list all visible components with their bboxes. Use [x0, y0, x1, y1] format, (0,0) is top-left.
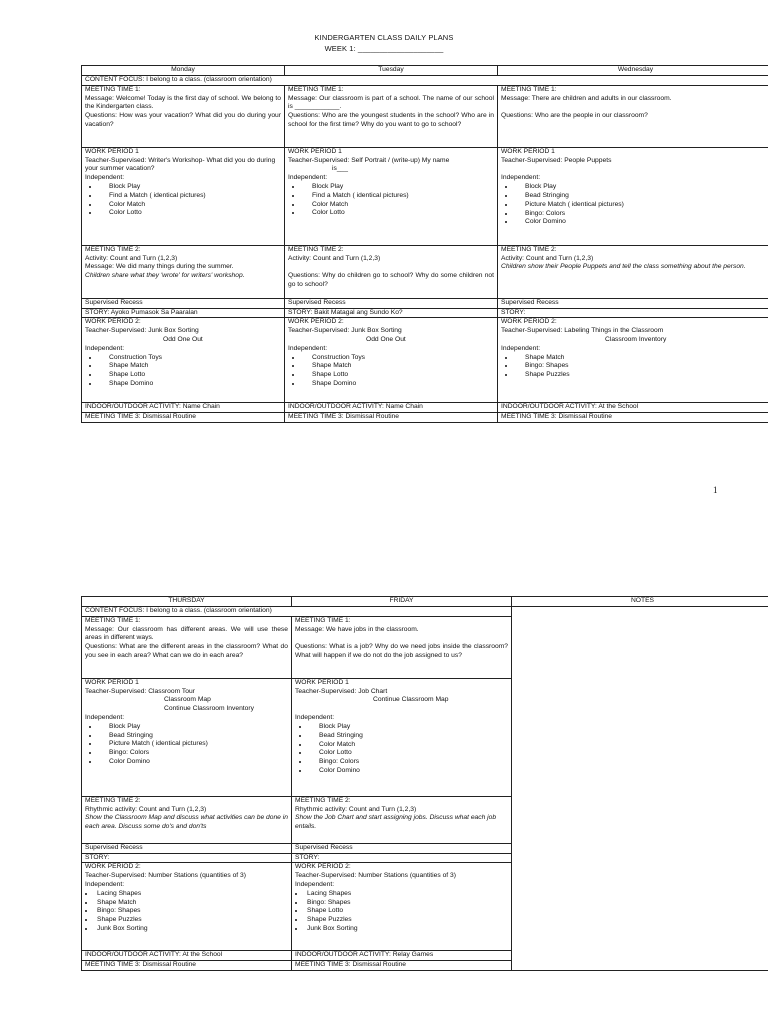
list-item: • Shape Puzzles	[515, 371, 768, 380]
list-item: • Construction Toys	[302, 354, 494, 363]
list-item: • Color Domino	[515, 218, 768, 227]
content-focus: CONTENT FOCUS: I belong to a class. (classroom orientation)	[82, 607, 292, 617]
list-item: • Shape Puzzles	[95, 916, 288, 925]
day-header-monday: Monday	[82, 66, 285, 76]
list-item: • Lacing Shapes	[95, 890, 288, 899]
friday-recess: Supervised Recess	[292, 843, 512, 853]
list-item: • Shape Lotto	[302, 371, 494, 380]
friday-work-period-2: WORK PERIOD 2: Teacher-Supervised: Number Stations (quantities of 3) Independent: • Lacing Shapes • Bingo: Shapes • Shape Lotto • Shape Puzzles • Junk Box Sorting	[292, 863, 512, 951]
list-item: • Bead Stringing	[309, 732, 508, 741]
list-item: • Junk Box Sorting	[95, 925, 288, 934]
list-item: • Find a Match ( identical pictures)	[302, 192, 494, 201]
tuesday-meeting-time-1: MEETING TIME 1: Message: Our classroom is part of a school. The name of our school is ____________. Questions: Who are the youngest students in the school? Who are in school for the first time? Why do you want to go to school?	[285, 85, 498, 147]
list-item: • Block Play	[515, 183, 768, 192]
thursday-indoor-outdoor: INDOOR/OUTDOOR ACTIVITY: At the School	[82, 951, 292, 961]
list-item: • Color Domino	[309, 767, 508, 776]
tuesday-story: STORY: Bakit Matagal ang Sundo Ko?	[285, 308, 498, 318]
tuesday-meeting-time-3: MEETING TIME 3: Dismissal Routine	[285, 413, 498, 423]
document-title: KINDERGARTEN CLASS DAILY PLANS	[314, 33, 454, 42]
wednesday-story: STORY:	[498, 308, 768, 318]
monday-meeting-time-1: MEETING TIME 1: Message: Welcome! Today is the first day of school. We belong to the Kindergarten class. Questions: How was your vacation? What did you do during your vacation?	[82, 85, 285, 147]
tuesday-work-period-2: WORK PERIOD 2: Teacher-Supervised: Junk Box Sorting Odd One Out Independent: • Construction Toys • Shape Match • Shape Lotto • Shape Domino	[285, 318, 498, 403]
list-item: • Bead Stringing	[99, 732, 288, 741]
list-item: • Shape Lotto	[99, 371, 281, 380]
wednesday-work-period-2: WORK PERIOD 2: Teacher-Supervised: Labeling Things in the Classroom Classroom Inventory Independent: • Shape Match • Bingo: Shapes • Shape Puzzles	[498, 318, 768, 403]
work-period-2-row	[82, 318, 768, 403]
list-item: • Bingo: Colors	[309, 758, 508, 767]
friday-meeting-time-3: MEETING TIME 3: Dismissal Routine	[292, 961, 512, 971]
list-item: • Shape Puzzles	[305, 916, 508, 925]
list-item: • Color Match	[99, 201, 281, 210]
list-item: • Picture Match ( identical pictures)	[99, 740, 288, 749]
day-header-friday: FRIDAY	[292, 597, 512, 607]
list-item: • Shape Match	[302, 362, 494, 371]
list-item: • Shape Match	[95, 899, 288, 908]
list-item: • Block Play	[302, 183, 494, 192]
list-item: • Shape Domino	[302, 380, 494, 389]
day-header-tuesday: Tuesday	[285, 66, 498, 76]
list-item: • Shape Lotto	[305, 907, 508, 916]
thursday-work-period-2: WORK PERIOD 2: Teacher-Supervised: Number Stations (quantities of 3) Independent: • Lacing Shapes • Shape Match • Bingo: Shapes • Shape Puzzles • Junk Box Sorting	[82, 863, 292, 951]
wednesday-meeting-time-1: MEETING TIME 1: Message: There are children and adults in our classroom. Questions: Who are the people in our classroom?	[498, 85, 768, 147]
list-item: • Bingo: Shapes	[95, 907, 288, 916]
list-item: • Find a Match ( identical pictures)	[99, 192, 281, 201]
thursday-meeting-time-3: MEETING TIME 3: Dismissal Routine	[82, 961, 292, 971]
day-header-thursday: THURSDAY	[82, 597, 292, 607]
list-item: • Color Match	[309, 741, 508, 750]
friday-work-period-1: WORK PERIOD 1 Teacher-Supervised: Job Chart Continue Classroom Map Independent: • Block Play • Bead Stringing • Color Match • Color Lotto • Bingo: Colors • Color Domino	[292, 678, 512, 796]
tuesday-indoor-outdoor: INDOOR/OUTDOOR ACTIVITY: Name Chain	[285, 403, 498, 413]
monday-work-period-2: WORK PERIOD 2: Teacher-Supervised: Junk Box Sorting Odd One Out Independent: • Construction Toys • Shape Match • Shape Lotto • Shape Domino	[82, 318, 285, 403]
content-focus: CONTENT FOCUS: I belong to a class. (classroom orientation)	[82, 76, 285, 86]
list-item: • Color Lotto	[309, 749, 508, 758]
daily-plan-table-bottom	[81, 596, 768, 971]
list-item: • Color Lotto	[302, 209, 494, 218]
list-item: • Shape Match	[99, 362, 281, 371]
meeting-time-1-row	[82, 85, 768, 147]
thursday-work-period-1: WORK PERIOD 1 Teacher-Supervised: Classroom Tour Classroom Map Continue Classroom Inventory Independent: • Block Play • Bead Stringing • Picture Match ( identical pictures) • Bingo: Colors • Color Domino	[82, 678, 292, 796]
monday-indoor-outdoor: INDOOR/OUTDOOR ACTIVITY: Name Chain	[82, 403, 285, 413]
page-number: 1	[713, 485, 718, 495]
list-item: • Block Play	[99, 723, 288, 732]
list-item: • Color Lotto	[99, 209, 281, 218]
day-header-wednesday: Wednesday	[498, 66, 768, 76]
monday-story: STORY: Ayoko Pumasok Sa Paaralan	[82, 308, 285, 318]
notes-header: NOTES	[512, 597, 768, 607]
daily-plan-table-top	[81, 65, 768, 423]
wednesday-work-period-1: WORK PERIOD 1 Teacher-Supervised: People Puppets Independent: • Block Play • Bead Stringing • Picture Match ( identical pictures) • Bingo: Colors • Color Domino	[498, 147, 768, 245]
list-item: • Junk Box Sorting	[305, 925, 508, 934]
friday-story: STORY:	[292, 853, 512, 863]
list-item: • Bead Stringing	[515, 192, 768, 201]
list-item: • Bingo: Shapes	[305, 899, 508, 908]
tuesday-recess: Supervised Recess	[285, 298, 498, 308]
tuesday-meeting-time-2: MEETING TIME 2: Activity: Count and Turn (1,2,3) Questions: Why do children go to school? Why do some children not go to school?	[285, 245, 498, 298]
wednesday-meeting-time-3: MEETING TIME 3: Dismissal Routine	[498, 413, 768, 423]
list-item: • Bingo: Shapes	[515, 362, 768, 371]
list-item: • Construction Toys	[99, 354, 281, 363]
list-item: • Lacing Shapes	[305, 890, 508, 899]
friday-meeting-time-2: MEETING TIME 2: Rhythmic activity: Count and Turn (1,2,3) Show the Job Chart and start assigning jobs. Discuss what each job entails.	[292, 796, 512, 843]
list-item: • Color Match	[302, 201, 494, 210]
monday-work-period-1: WORK PERIOD 1 Teacher-Supervised: Writer's Workshop- What did you do during your summer vacation? Independent: • Block Play • Find a Match ( identical pictures) • Color Match • Color Lotto	[82, 147, 285, 245]
monday-meeting-time-2: MEETING TIME 2: Activity: Count and Turn (1,2,3) Message: We did many things during the summer. Children share what they 'wrote' for writers' workshop.	[82, 245, 285, 298]
list-item: • Picture Match ( identical pictures)	[515, 201, 768, 210]
list-item: • Bingo: Colors	[99, 749, 288, 758]
friday-meeting-time-1: MEETING TIME 1: Message: We have jobs in the classroom. Questions: What is a job? Why do we need jobs inside the classroom? What will happen if we do not do the job assigned to us?	[292, 616, 512, 678]
wednesday-meeting-time-2: MEETING TIME 2: Activity: Count and Turn (1,2,3) Children show their People Puppets and tell the class something about the person.	[498, 245, 768, 298]
list-item: • Block Play	[309, 723, 508, 732]
monday-meeting-time-3: MEETING TIME 3: Dismissal Routine	[82, 413, 285, 423]
list-item: • Bingo: Colors	[515, 210, 768, 219]
notes-cell	[512, 607, 768, 971]
list-item: • Block Play	[99, 183, 281, 192]
thursday-meeting-time-2: MEETING TIME 2: Rhythmic activity: Count and Turn (1,2,3) Show the Classroom Map and discuss what activities can be done in each area. Discuss some do's and don'ts	[82, 796, 292, 843]
list-item: • Shape Match	[515, 354, 768, 363]
list-item: • Shape Domino	[99, 380, 281, 389]
friday-indoor-outdoor: INDOOR/OUTDOOR ACTIVITY: Relay Games	[292, 951, 512, 961]
meeting-time-2-row	[82, 245, 768, 298]
tuesday-work-period-1: WORK PERIOD 1 Teacher-Supervised: Self Portrait / (write-up) My name is___ Independent: • Block Play • Find a Match ( identical pictures) • Color Match • Color Lotto	[285, 147, 498, 245]
monday-recess: Supervised Recess	[82, 298, 285, 308]
thursday-meeting-time-1: MEETING TIME 1: Message: Our classroom has different areas. We will use these areas in different ways. Questions: What are the different areas in the classroom? What do you see in each area? What can we do in each area?	[82, 616, 292, 678]
list-item: • Color Domino	[99, 758, 288, 767]
thursday-story: STORY:	[82, 853, 292, 863]
wednesday-recess: Supervised Recess	[498, 298, 768, 308]
week-label: WEEK 1: ____________________	[324, 44, 444, 53]
work-period-1-row	[82, 147, 768, 245]
thursday-recess: Supervised Recess	[82, 843, 292, 853]
wednesday-indoor-outdoor: INDOOR/OUTDOOR ACTIVITY: At the School	[498, 403, 768, 413]
